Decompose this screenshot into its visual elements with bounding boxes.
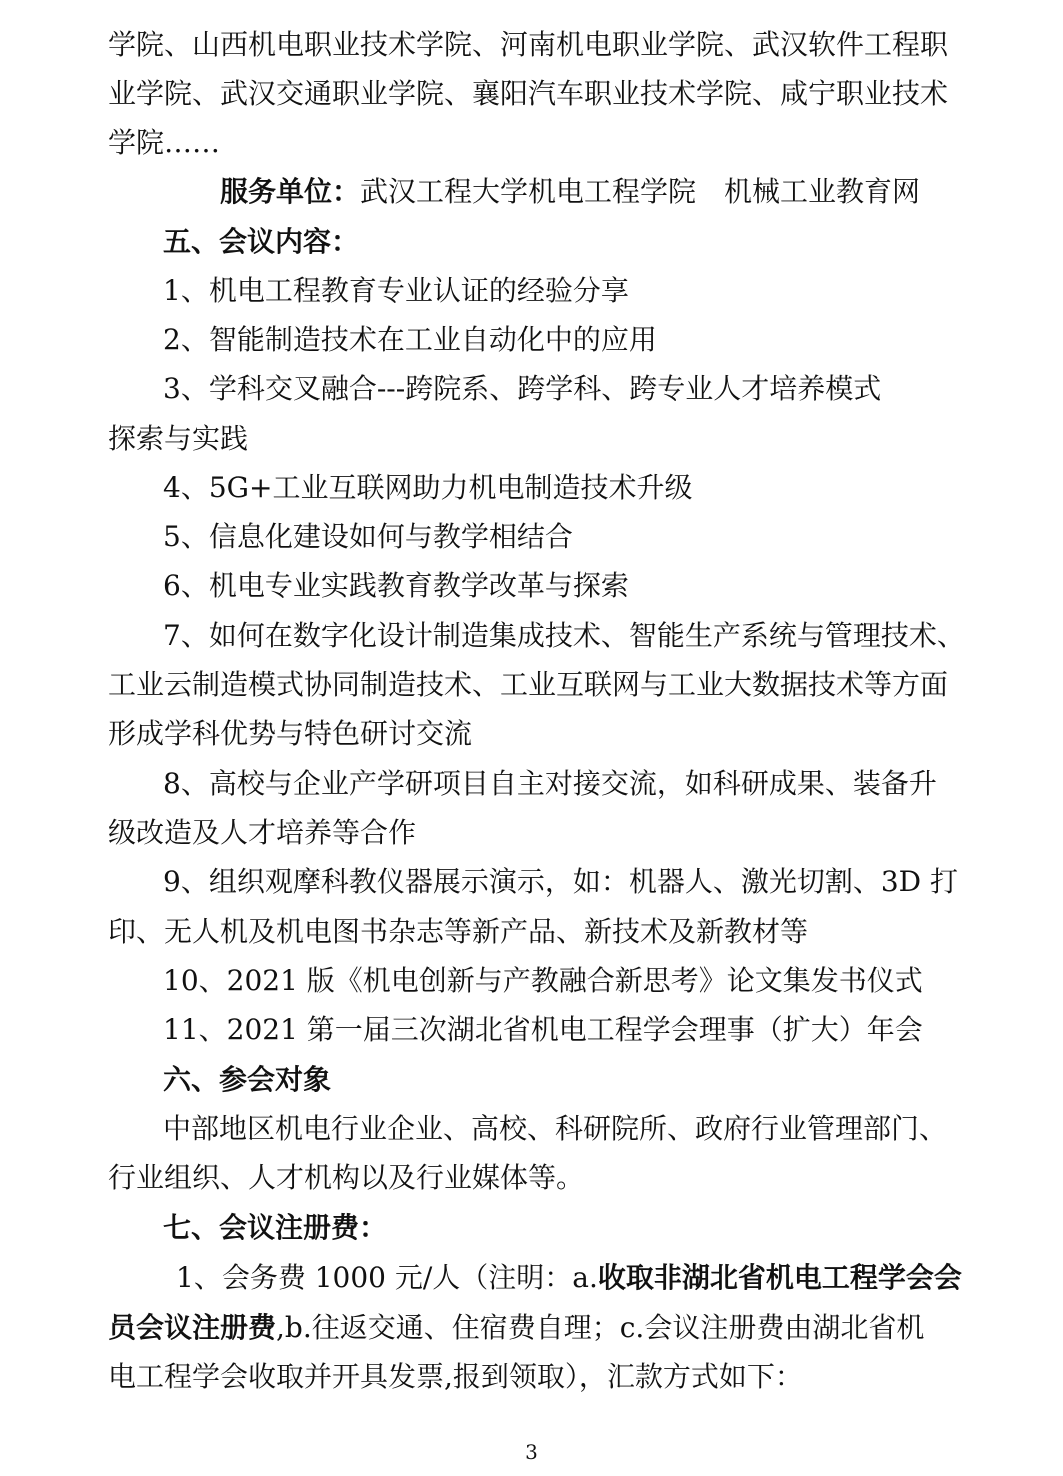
list-item: 2、智能制造技术在工业自动化中的应用	[163, 323, 657, 356]
service-unit-label: 服务单位：	[220, 175, 361, 208]
fee-emphasis: 员会议注册费	[108, 1311, 277, 1344]
fee-text: ,b.往返交通、住宿费自理；c.会议注册费由湖北省机	[276, 1311, 925, 1344]
list-item-continuation: 探索与实践	[108, 422, 249, 455]
list-item: 11、2021 第一届三次湖北省机电工程学会理事（扩大）年会	[163, 1013, 923, 1046]
section-heading: 六、参会对象	[163, 1063, 332, 1096]
body-text-line: 行业组织、人才机构以及行业媒体等。	[108, 1161, 585, 1194]
list-item-continuation: 工业云制造模式协同制造技术、工业互联网与工业大数据技术等方面	[108, 668, 949, 701]
list-item: 6、机电专业实践教育教学改革与探索	[163, 569, 629, 602]
page-number: 3	[525, 1440, 538, 1464]
body-text-line: 中部地区机电行业企业、高校、科研院所、政府行业管理部门、	[163, 1112, 948, 1145]
fee-emphasis: 收取非湖北省机电工程学会会	[597, 1261, 962, 1294]
body-text-line: 学院、山西机电职业技术学院、河南机电职业学院、武汉软件工程职	[108, 28, 949, 61]
list-item: 7、如何在数字化设计制造集成技术、智能生产系统与管理技术、	[163, 619, 965, 652]
list-item: 4、5G+工业互联网助力机电制造技术升级	[163, 471, 693, 504]
body-text-line: 学院……	[108, 126, 221, 159]
list-item-continuation: 印、无人机及机电图书杂志等新产品、新技术及新教材等	[108, 915, 809, 948]
list-item-continuation: 形成学科优势与特色研讨交流	[108, 717, 473, 750]
list-item-continuation: 级改造及人才培养等合作	[108, 816, 417, 849]
list-item: 10、2021 版《机电创新与产教融合新思考》论文集发书仪式	[163, 964, 923, 997]
section-heading: 五、会议内容：	[163, 225, 360, 258]
service-unit-line	[220, 174, 1063, 210]
body-text-line: 业学院、武汉交通职业学院、襄阳汽车职业技术学院、咸宁职业技术	[108, 77, 949, 110]
list-item: 5、信息化建设如何与教学相结合	[163, 520, 573, 553]
list-item: 8、高校与企业产学研项目自主对接交流，如科研成果、装备升	[163, 767, 937, 800]
registration-fee-line	[108, 1310, 978, 1346]
registration-fee-line	[176, 1260, 1046, 1296]
section-heading: 七、会议注册费：	[163, 1211, 388, 1244]
fee-text: 1、会务费 1000 元/人（注明：a.	[176, 1261, 598, 1294]
list-item: 3、学科交叉融合---跨院系、跨学科、跨专业人才培养模式	[163, 372, 882, 405]
registration-fee-line: 电工程学会收取并开具发票,报到领取），汇款方式如下：	[108, 1360, 803, 1393]
list-item: 9、组织观摩科教仪器展示演示，如：机器人、激光切割、3D 打	[163, 865, 958, 898]
service-unit-value: 武汉工程大学机电工程学院 机械工业教育网	[360, 175, 921, 208]
list-item: 1、机电工程教育专业认证的经验分享	[163, 274, 629, 307]
